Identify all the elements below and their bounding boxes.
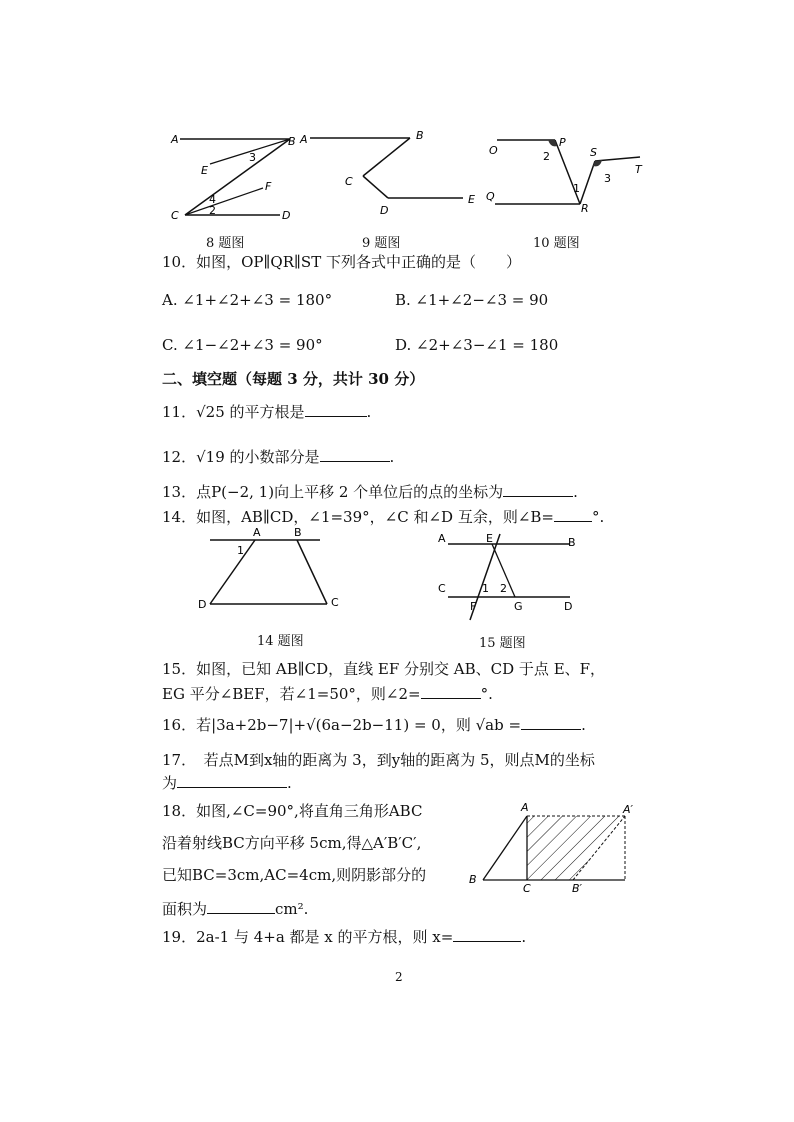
fig8-label-2: 2 [209, 204, 216, 217]
fig8-label-f: F [265, 180, 272, 193]
q11-end: . [366, 403, 372, 421]
figure-14 [195, 524, 355, 614]
fig18-label-a: A [521, 801, 529, 814]
q19-end: . [521, 928, 527, 946]
fig15-label-d: D [564, 600, 573, 613]
q18-text: 面积为 [162, 900, 208, 918]
fig14-label-d: D [198, 598, 207, 611]
fig9-label-b: B [416, 129, 424, 142]
q10-option-b: B. ∠1+∠2−∠3 = 90 [395, 291, 549, 309]
fig10-label-2: 2 [543, 150, 550, 163]
q16-text: 16．若|3a+2b−7|+√(6a−2b−11) = 0，则 √ab = [162, 716, 522, 734]
fig14-label-a: A [253, 526, 261, 539]
section-2-title: 二、填空题（每题 3 分，共计 30 分） [162, 370, 425, 388]
fig15-label-g: G [514, 600, 523, 613]
fig9-label-c: C [345, 175, 353, 188]
q17-line1: 17． 若点M到x轴的距离为 3，到y轴的距离为 5，则点M的坐标 [162, 751, 595, 769]
q13-answer-blank[interactable] [503, 481, 573, 497]
fig9-label-a: A [300, 133, 308, 146]
fig10-caption: 10 题图 [533, 236, 580, 251]
fig15-label-b: B [568, 536, 576, 549]
q18-line1: 18．如图,∠C=90°,将直角三角形ABC [162, 802, 423, 820]
q14-text: 14．如图，AB∥CD，∠1=39°，∠C 和∠D 互余，则∠B= [162, 508, 554, 526]
fig8-label-e: E [201, 164, 208, 177]
q19-answer-blank[interactable] [453, 926, 521, 942]
q18-unit: cm². [275, 900, 309, 918]
q18-answer-blank[interactable] [207, 898, 275, 914]
q15-end: °. [480, 685, 493, 703]
fig15-label-f: F [470, 600, 477, 613]
q10-stem: 10．如图，OP∥QR∥ST 下列各式中正确的是（ ） [162, 253, 521, 271]
q16 [162, 714, 586, 735]
q19 [162, 926, 526, 947]
page-number: 2 [395, 970, 403, 984]
q14-end: °. [591, 508, 605, 526]
fig10-label-q: Q [486, 190, 495, 203]
fig8-label-3: 3 [249, 151, 256, 164]
q11-answer-blank[interactable] [305, 401, 367, 417]
fig8-label-b: B [288, 135, 296, 148]
q13-end: . [573, 483, 578, 501]
q12-end: . [389, 448, 395, 466]
fig18-label-c: C [523, 882, 531, 892]
q19-text: 19．2a-1 与 4+a 都是 x 的平方根，则 x= [162, 928, 454, 946]
fig9-label-d: D [380, 204, 389, 217]
q12-text: 12．√19 的小数部分是 [162, 448, 320, 466]
fig10-label-3: 3 [604, 172, 611, 185]
q15-line1: 15．如图，已知 AB∥CD，直线 EF 分别交 AB、CD 于点 E、F， [162, 660, 606, 678]
q17-end: . [287, 774, 292, 792]
fig15-label-c: C [438, 582, 446, 595]
q14-answer-blank[interactable] [554, 506, 592, 522]
q16-end: . [581, 716, 586, 734]
fig10-label-r: R [581, 202, 589, 215]
q17-line2 [162, 772, 292, 793]
figure-18 [465, 800, 645, 892]
fig8-label-a: A [171, 133, 179, 146]
q15-answer-blank[interactable] [421, 683, 481, 699]
fig8-label-c: C [171, 209, 179, 222]
fig9-label-e: E [468, 193, 475, 206]
fig10-label-t: T [635, 163, 642, 176]
q12 [162, 446, 394, 467]
q17-answer-blank[interactable] [177, 772, 287, 788]
q18-line4 [162, 898, 308, 919]
figure-10 [485, 128, 655, 218]
q10-option-d: D. ∠2+∠3−∠1 = 180 [395, 336, 559, 354]
q11 [162, 401, 371, 422]
fig10-label-o: O [489, 144, 498, 157]
q10-option-a: A. ∠1+∠2+∠3 = 180° [162, 291, 333, 309]
fig10-label-1: 1 [573, 182, 580, 195]
fig15-caption: 15 题图 [479, 636, 526, 651]
q16-answer-blank[interactable] [521, 714, 581, 730]
q15-line2 [162, 683, 493, 704]
q15-text: EG 平分∠BEF，若∠1=50°，则∠2= [162, 685, 421, 703]
q13-text: 13．点P(−2, 1)向上平移 2 个单位后的点的坐标为 [162, 483, 504, 501]
fig15-label-1: 1 [482, 582, 489, 595]
fig8-caption: 8 题图 [206, 236, 245, 251]
figure-9 [298, 126, 488, 221]
fig14-caption: 14 题图 [257, 634, 304, 649]
q17-text: 为 [162, 774, 178, 792]
fig14-label-b: B [294, 526, 302, 539]
q18-line3: 已知BC=3cm,AC=4cm,则阴影部分的 [162, 866, 427, 884]
fig15-label-a: A [438, 532, 446, 545]
fig9-caption: 9 题图 [362, 236, 401, 251]
figure-8 [165, 128, 300, 226]
fig18-label-b-prime: B′ [572, 882, 583, 892]
fig18-label-b: B [469, 873, 477, 886]
q12-answer-blank[interactable] [320, 446, 390, 462]
fig10-label-s: S [590, 146, 597, 159]
q10-option-c: C. ∠1−∠2+∠3 = 90° [162, 336, 323, 354]
q13 [162, 481, 578, 502]
fig14-label-1: 1 [237, 544, 244, 557]
fig8-label-4: 4 [209, 193, 216, 206]
fig15-label-e: E [486, 532, 493, 545]
fig14-label-c: C [331, 596, 339, 609]
q11-text: 11．√25 的平方根是 [162, 403, 305, 421]
figure-15 [432, 526, 592, 621]
q18-line2: 沿着射线BC方向平移 5cm,得△A′B′C′, [162, 834, 422, 852]
fig8-label-d: D [282, 209, 291, 222]
fig10-label-p: P [559, 136, 566, 149]
fig18-label-a-prime: A′ [623, 803, 634, 816]
fig15-label-2: 2 [500, 582, 507, 595]
